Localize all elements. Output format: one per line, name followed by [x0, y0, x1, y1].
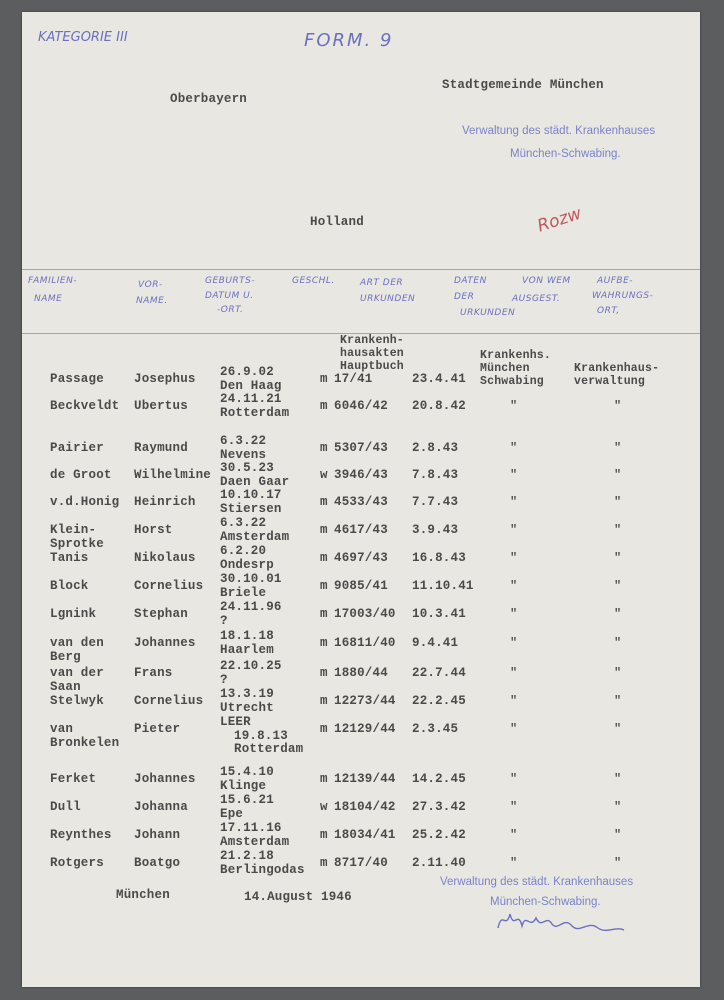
cell-family-name: van der: [50, 666, 104, 680]
country: Holland: [310, 215, 364, 229]
cell-sex: m: [320, 694, 328, 708]
stamp-top-line2: München-Schwabing.: [510, 148, 621, 160]
cell-family-name-cont: Sprotke: [50, 537, 104, 551]
cell-document-date: 3.9.43: [412, 523, 459, 537]
stamp-bottom-line1: Verwaltung des städt. Krankenhauses: [440, 876, 634, 888]
cell-birth-date: 17.11.16: [220, 821, 282, 835]
col-storage-1: AUFBE-: [597, 276, 634, 286]
cell-family-name-cont: Berg: [50, 650, 81, 664]
cell-document: 6046/42: [334, 399, 388, 413]
municipality: Stadtgemeinde München: [442, 78, 604, 92]
cell-birthplace: Amsterdam: [220, 835, 290, 849]
cell-document-date: 11.10.41: [412, 579, 474, 593]
cell-document-date: 20.8.42: [412, 399, 466, 413]
cell-family-name: Lgnink: [50, 607, 97, 621]
signature: [492, 900, 632, 940]
footer-place: München: [116, 888, 170, 902]
cell-sex: w: [320, 468, 328, 482]
col-given-2: NAME.: [136, 296, 168, 306]
sub-issuer-1: Krankenhs.: [480, 349, 552, 362]
red-handwritten-mark: Rozw: [535, 203, 585, 237]
cell-family-name-cont: Saan: [50, 680, 81, 694]
cell-document-date: 25.2.42: [412, 828, 466, 842]
cell-document-date: 14.2.45: [412, 772, 466, 786]
cell-birth-date: 15.4.10: [220, 765, 274, 779]
cell-document: 12129/44: [334, 722, 396, 736]
cell-document: 9085/41: [334, 579, 388, 593]
cell-storage-ditto: ": [614, 694, 622, 708]
cell-given-name: Josephus: [134, 372, 196, 386]
cell-document-date: 16.8.43: [412, 551, 466, 565]
cell-issuer-ditto: ": [510, 636, 518, 650]
cell-birthplace: ?: [220, 673, 228, 687]
cell-sex: m: [320, 441, 328, 455]
cell-birth-date-2: 19.8.13: [234, 729, 288, 743]
cell-document-date: 22.7.44: [412, 666, 466, 680]
cell-issuer-ditto: ": [510, 551, 518, 565]
cell-issuer-ditto: ": [510, 856, 518, 870]
col-birth-3: -ORT.: [217, 305, 244, 315]
cell-sex: m: [320, 856, 328, 870]
cell-birth-date: 30.5.23: [220, 461, 274, 475]
sub-doc-1: Krankenh-: [340, 334, 404, 347]
cell-document: 5307/43: [334, 441, 388, 455]
cell-birthplace: Berlingodas: [220, 863, 305, 877]
cell-given-name: Johann: [134, 828, 181, 842]
sub-issuer-2: München: [480, 362, 530, 375]
cell-storage-ditto: ": [614, 523, 622, 537]
cell-birth-date: 24.11.21: [220, 392, 282, 406]
cell-storage-ditto: ": [614, 495, 622, 509]
cell-given-name: Cornelius: [134, 579, 204, 593]
cell-given-name: Nikolaus: [134, 551, 196, 565]
sub-doc-2: hausakten: [340, 347, 404, 360]
col-birth-2: DATUM U.: [205, 291, 254, 301]
cell-family-name: Pairier: [50, 441, 104, 455]
form-number-handwriting: FORM. 9: [304, 30, 394, 51]
col-family-2: NAME: [34, 294, 63, 304]
cell-birth-date: 22.10.25: [220, 659, 282, 673]
cell-sex: m: [320, 772, 328, 786]
cell-sex: m: [320, 722, 328, 736]
cell-document: 17003/40: [334, 607, 396, 621]
cell-document-date: 2.8.43: [412, 441, 459, 455]
cell-issuer-ditto: ": [510, 468, 518, 482]
document-sheet: [22, 12, 700, 987]
cell-issuer-ditto: ": [510, 579, 518, 593]
cell-given-name: Johannes: [134, 636, 196, 650]
cell-sex: m: [320, 607, 328, 621]
col-given-1: VOR-: [138, 280, 163, 290]
cell-family-name: Block: [50, 579, 89, 593]
cell-given-name: Johannes: [134, 772, 196, 786]
cell-issuer-ditto: ": [510, 800, 518, 814]
cell-birth-date: 30.10.01: [220, 572, 282, 586]
cell-birth-date: 6.3.22: [220, 516, 267, 530]
cell-birth-date: 21.2.18: [220, 849, 274, 863]
cell-given-name: Cornelius: [134, 694, 204, 708]
cell-storage-ditto: ": [614, 607, 622, 621]
stamp-top-line1: Verwaltung des städt. Krankenhauses: [462, 125, 656, 137]
cell-birth-date: 6.2.20: [220, 544, 267, 558]
category-handwriting: KATEGORIE III: [38, 30, 128, 45]
cell-issuer-ditto: ": [510, 607, 518, 621]
cell-document-date: 10.3.41: [412, 607, 466, 621]
cell-document-date: 7.8.43: [412, 468, 459, 482]
cell-given-name: Wilhelmine: [134, 468, 212, 482]
cell-birthplace: Rotterdam: [220, 406, 290, 420]
cell-document: 12139/44: [334, 772, 396, 786]
cell-issuer-ditto: ": [510, 722, 518, 736]
cell-birthplace: Epe: [220, 807, 244, 821]
sub-issuer-3: Schwabing: [480, 375, 544, 388]
cell-document-date: 9.4.41: [412, 636, 459, 650]
cell-birth-date: 10.10.17: [220, 488, 282, 502]
region: Oberbayern: [170, 92, 248, 106]
cell-issuer-ditto: ": [510, 441, 518, 455]
cell-family-name: Beckveldt: [50, 399, 120, 413]
cell-sex: m: [320, 579, 328, 593]
cell-birthplace: Amsterdam: [220, 530, 290, 544]
col-storage-3: ORT,: [597, 306, 620, 316]
cell-birth-date: 13.3.19: [220, 687, 274, 701]
cell-issuer-ditto: ": [510, 666, 518, 680]
cell-storage-ditto: ": [614, 441, 622, 455]
cell-given-name: Stephan: [134, 607, 188, 621]
cell-birth-date: 15.6.21: [220, 793, 274, 807]
cell-birthplace: Daen Gaar: [220, 475, 290, 489]
cell-family-name: Reynthes: [50, 828, 112, 842]
cell-family-name: van: [50, 722, 74, 736]
cell-family-name: Stelwyk: [50, 694, 104, 708]
cell-family-name: de Groot: [50, 468, 112, 482]
cell-family-name: Dull: [50, 800, 81, 814]
cell-family-name: van den: [50, 636, 104, 650]
cell-sex: m: [320, 495, 328, 509]
cell-birthplace: Utrecht: [220, 701, 274, 715]
cell-given-name: Frans: [134, 666, 173, 680]
cell-document-date: 27.3.42: [412, 800, 466, 814]
cell-document: 18104/42: [334, 800, 396, 814]
cell-given-name: Horst: [134, 523, 173, 537]
cell-document: 1880/44: [334, 666, 388, 680]
cell-issuer-ditto: ": [510, 495, 518, 509]
cell-sex: m: [320, 636, 328, 650]
footer-date: 14.August 1946: [244, 890, 352, 904]
cell-storage-ditto: ": [614, 579, 622, 593]
cell-given-name: Raymund: [134, 441, 188, 455]
cell-birthplace: Nevens: [220, 448, 267, 462]
cell-birthplace: Briele: [220, 586, 267, 600]
cell-sex: m: [320, 372, 328, 386]
cell-storage-ditto: ": [614, 468, 622, 482]
cell-issuer-ditto: ": [510, 772, 518, 786]
cell-birthplace: Haarlem: [220, 643, 274, 657]
cell-birthplace: Klinge: [220, 779, 267, 793]
cell-document-date: 2.3.45: [412, 722, 459, 736]
cell-document: 8717/40: [334, 856, 388, 870]
cell-birthplace: Rotterdam: [234, 742, 304, 756]
cell-sex: w: [320, 800, 328, 814]
cell-family-name: Tanis: [50, 551, 89, 565]
cell-storage-ditto: ": [614, 772, 622, 786]
cell-sex: m: [320, 523, 328, 537]
sub-storage-2: verwaltung: [574, 375, 646, 388]
cell-given-name: Johanna: [134, 800, 188, 814]
sub-doc-3: Hauptbuch: [340, 360, 404, 373]
col-issuer-1: VON WEM: [522, 276, 571, 286]
cell-document: 17/41: [334, 372, 373, 386]
cell-family-name: Klein-: [50, 523, 97, 537]
cell-family-name-cont: Bronkelen: [50, 736, 120, 750]
cell-document-date: 2.11.40: [412, 856, 466, 870]
cell-family-name: Passage: [50, 372, 104, 386]
cell-family-name: Rotgers: [50, 856, 104, 870]
cell-issuer-ditto: ": [510, 523, 518, 537]
cell-sex: m: [320, 828, 328, 842]
cell-birth-date: 6.3.22: [220, 434, 267, 448]
col-docdate-3: URKUNDEN: [460, 308, 516, 318]
cell-birth-date: 18.1.18: [220, 629, 274, 643]
cell-document-date: 23.4.41: [412, 372, 466, 386]
col-family-1: FAMILIEN-: [28, 276, 78, 286]
cell-storage-ditto: ": [614, 636, 622, 650]
cell-storage-ditto: ": [614, 856, 622, 870]
stamp-bottom-line2: München-Schwabing.: [490, 896, 601, 908]
cell-document: 4533/43: [334, 495, 388, 509]
cell-given-name: Ubertus: [134, 399, 188, 413]
cell-given-name: Heinrich: [134, 495, 196, 509]
cell-birthplace: Stiersen: [220, 502, 282, 516]
cell-document: 12273/44: [334, 694, 396, 708]
cell-birthplace: Den Haag: [220, 379, 282, 393]
cell-birth-date: 26.9.02: [220, 365, 274, 379]
header-rule-top: [22, 269, 700, 270]
cell-storage-ditto: ": [614, 666, 622, 680]
col-docdate-2: DER: [454, 292, 475, 302]
cell-storage-ditto: ": [614, 399, 622, 413]
cell-birthplace: ?: [220, 614, 228, 628]
cell-family-name: v.d.Honig: [50, 495, 120, 509]
col-issuer-2: AUSGEST.: [512, 294, 561, 304]
sub-storage-1: Krankenhaus-: [574, 362, 660, 375]
cell-storage-ditto: ": [614, 551, 622, 565]
cell-storage-ditto: ": [614, 828, 622, 842]
cell-document: 3946/43: [334, 468, 388, 482]
cell-birth-date: LEER: [220, 715, 251, 729]
col-birth-1: GEBURTS-: [205, 276, 256, 286]
col-doctype-2: URKUNDEN: [360, 294, 416, 304]
cell-document: 18034/41: [334, 828, 396, 842]
cell-issuer-ditto: ": [510, 694, 518, 708]
cell-given-name: Boatgo: [134, 856, 181, 870]
cell-storage-ditto: ": [614, 722, 622, 736]
cell-birthplace: Ondesrp: [220, 558, 274, 572]
cell-document-date: 7.7.43: [412, 495, 459, 509]
cell-document: 4617/43: [334, 523, 388, 537]
cell-document: 4697/43: [334, 551, 388, 565]
cell-birth-date: 24.11.96: [220, 600, 282, 614]
cell-sex: m: [320, 666, 328, 680]
col-sex: GESCHL.: [292, 276, 335, 286]
cell-given-name: Pieter: [134, 722, 181, 736]
cell-document: 16811/40: [334, 636, 396, 650]
col-docdate-1: DATEN: [454, 276, 487, 286]
cell-sex: m: [320, 399, 328, 413]
cell-issuer-ditto: ": [510, 828, 518, 842]
col-storage-2: WAHRUNGS-: [592, 291, 654, 301]
col-doctype-1: ART DER: [360, 278, 404, 288]
cell-issuer-ditto: ": [510, 399, 518, 413]
cell-family-name: Ferket: [50, 772, 97, 786]
cell-storage-ditto: ": [614, 800, 622, 814]
cell-document-date: 22.2.45: [412, 694, 466, 708]
cell-sex: m: [320, 551, 328, 565]
